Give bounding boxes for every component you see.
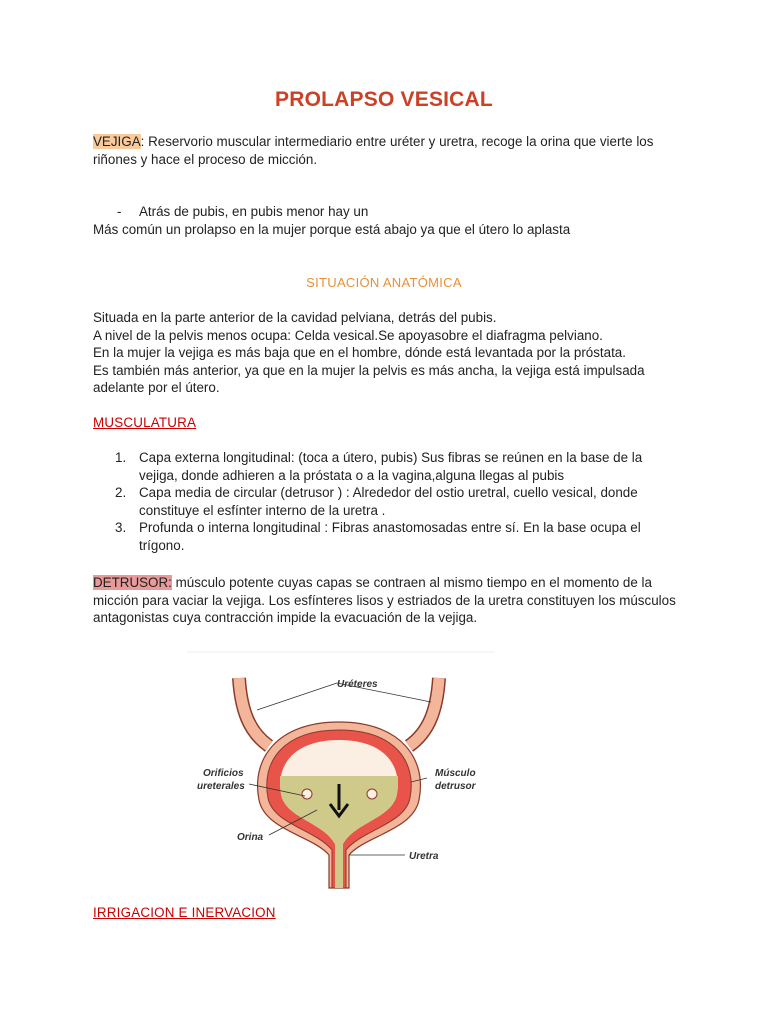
bullet-text: Atrás de pubis, en pubis menor hay un [139,204,369,219]
anatomica-line: Es también más anterior, ya que en la mujer la pelvis es más ancha, la vejiga está impulsada adelante por el útero. [93,362,645,396]
vejiga-term: VEJIGA [93,134,141,149]
anatomica-line: A nivel de la pelvis menos ocupa: Celda vesical.Se apoyasobre el diafragma pelviano. [93,327,603,343]
label-detrusor: detrusor [435,781,476,792]
list-item: 2. Capa media de circular (detrusor ) : Alrededor del ostio uretral, cuello vesical, donde constituye el esfínter interno de la uretra . [115,485,638,518]
right-ureteral-orifice [367,789,377,799]
intro-paragraph [93,133,683,168]
bladder-diagram [187,650,497,890]
bladder-illustration [187,650,497,890]
section-heading-anatomica: SITUACIÓN ANATÓMICA [306,275,462,290]
page-title: PROLAPSO VESICAL [275,88,493,111]
detrusor-term: DETRUSOR: [93,575,172,590]
label-ureterales: ureterales [197,781,245,792]
section-heading-irrigacion[interactable]: IRRIGACION E INERVACION [93,905,276,920]
bullet-follow-text: Más común un prolapso en la mujer porque está abajo ya que el útero lo aplasta [93,222,571,237]
list-item: 1. Capa externa longitudinal: (toca a útero, pubis) Sus fibras se reúnen en la base de la vejiga, donde adhieren a la próstata o a la vagina,alguna llegas al pubis [115,450,643,483]
label-musculo: Músculo [435,768,476,779]
label-orificios: Orificios [203,768,244,779]
anatomica-line: Situada en la parte anterior de la cavidad pelviana, detrás del pubis. [93,310,497,325]
section-heading-musculatura[interactable]: MUSCULATURA [93,415,197,430]
left-ureteral-orifice [302,789,312,799]
label-uretra: Uretra [409,851,439,862]
label-orina: Orina [237,832,264,843]
anatomica-paragraph [93,309,683,397]
bullet-marker: - [117,204,122,219]
musculatura-list [93,449,683,555]
detrusor-definition: músculo potente cuyas capas se contraen al mismo tiempo en el momento de la micción para vaciar la vejiga. Los esfínteres lisos y estriados de la uretra constituyen los músculos antagonistas cuya contracción impide la evacuación de la vejiga. [93,575,676,626]
list-item: 3. Profunda o interna longitudinal : Fibras anastomosadas entre sí. En la base ocupa el trígono. [115,520,641,553]
label-ureteres: Uréteres [337,679,378,690]
bullet-item [117,204,368,219]
vejiga-definition: : Reservorio muscular intermediario entre uréter y uretra, recoge la orina que vierte los riñones y hace el proceso de micción. [93,134,654,167]
anatomica-line: En la mujer la vejiga es más baja que en el hombre, dónde está levantada por la próstata. [93,345,626,361]
detrusor-paragraph [93,574,683,627]
